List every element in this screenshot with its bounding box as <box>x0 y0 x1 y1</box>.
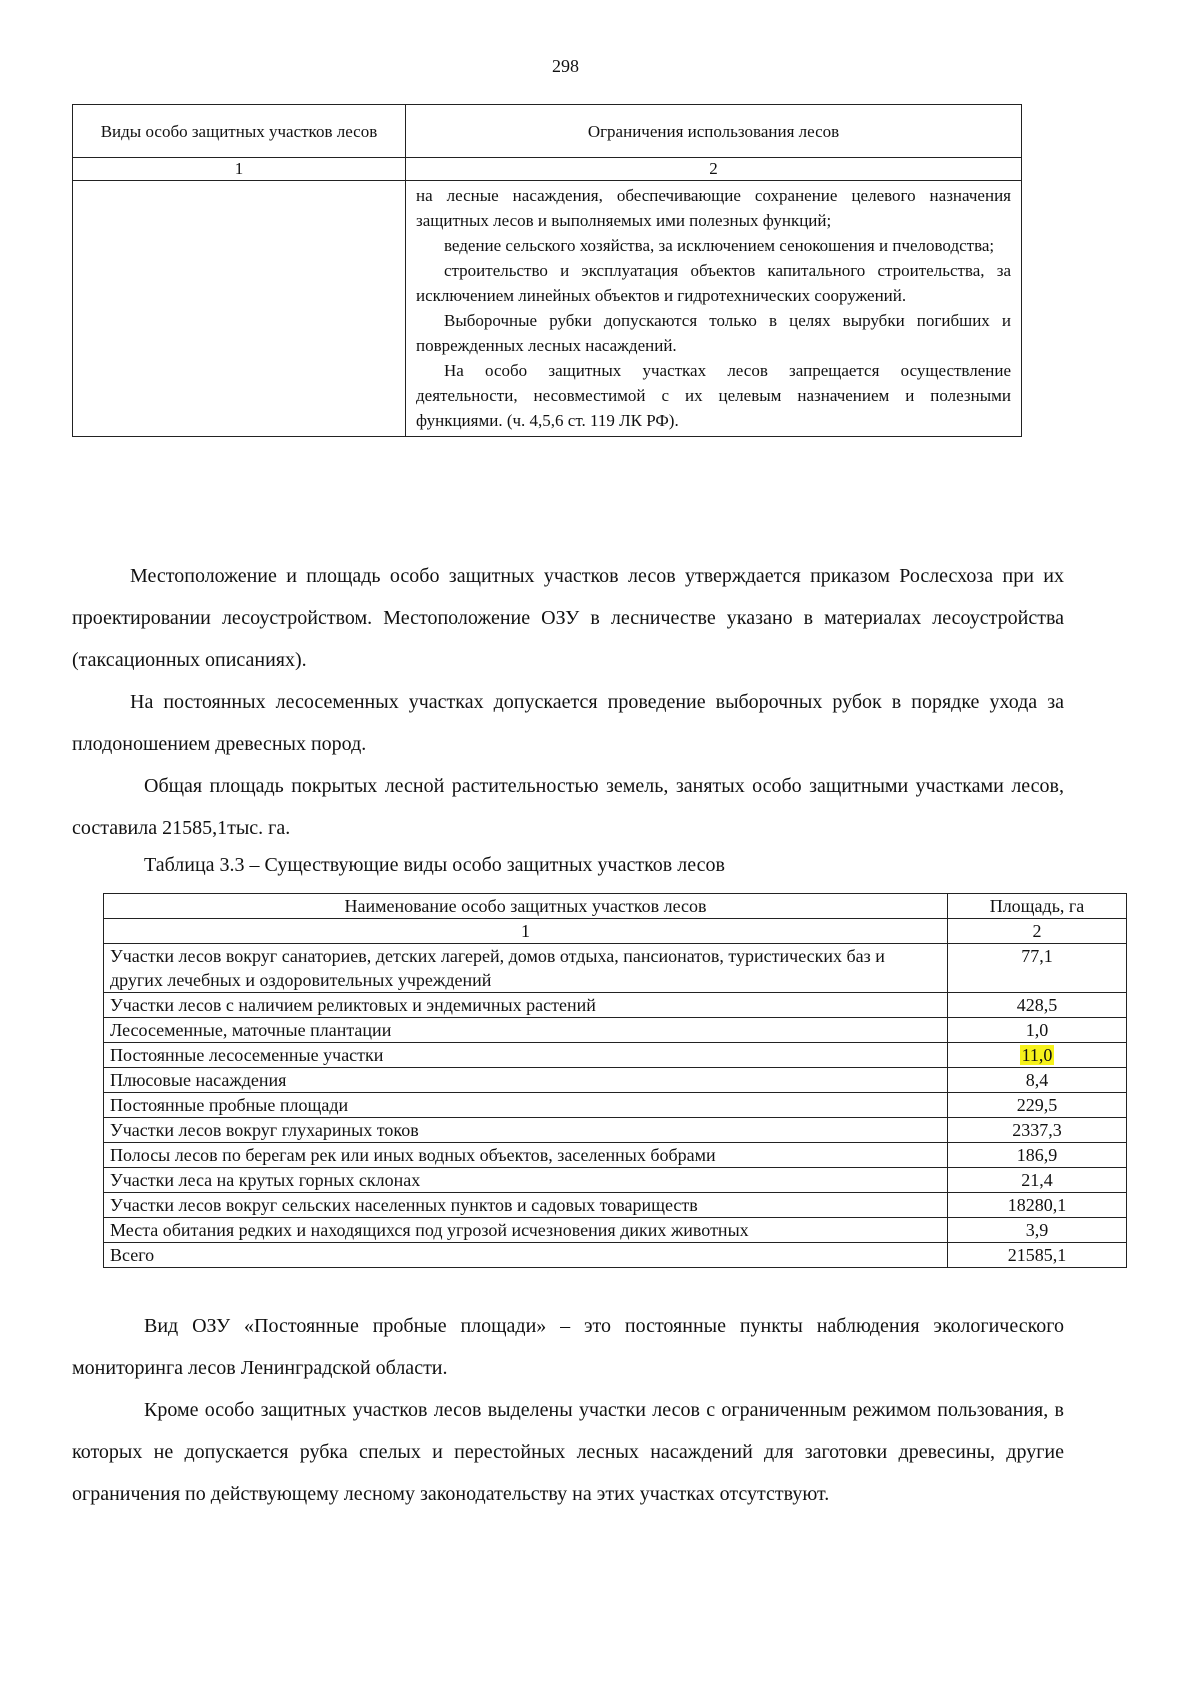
table-row <box>104 944 1127 993</box>
paragraph-text: Общая площадь покрытых лесной растительностью земель, занятых особо защитными участками лесов, составила 21585,1тыс. га. <box>72 775 1064 839</box>
area-value: 428,5 <box>948 993 1127 1018</box>
column-number: 1 <box>73 158 406 181</box>
area-value: 77,1 <box>948 944 1127 993</box>
body-paragraph <box>72 1389 1064 1515</box>
table-row <box>104 1193 1127 1218</box>
total-value: 21585,1 <box>948 1243 1127 1268</box>
table-row <box>104 1218 1127 1243</box>
restrictions-table <box>72 104 1022 437</box>
restriction-text: Выборочные рубки допускаются только в целях вырубки погибших и поврежденных лесных насаждений. <box>416 311 1011 355</box>
body-paragraph <box>72 555 1064 681</box>
area-name: Участки леса на крутых горных склонах <box>104 1168 948 1193</box>
area-value: 21,4 <box>948 1168 1127 1193</box>
area-value: 18280,1 <box>948 1193 1127 1218</box>
protected-areas-table <box>103 893 1127 1268</box>
area-name: Плюсовые насаждения <box>104 1068 948 1093</box>
area-value: 3,9 <box>948 1218 1127 1243</box>
paragraph-text: Кроме особо защитных участков лесов выделены участки лесов с ограниченным режимом пользования, в которых не допускается рубка спелых и перестойных лесных насаждений для заготовки древесины, другие ограничения по действующему лесному законодательству на этих участках отсутствуют. <box>72 1399 1064 1505</box>
paragraph-text: На постоянных лесосеменных участках допускается проведение выборочных рубок в порядке ухода за плодоношением древесных пород. <box>72 691 1064 755</box>
column-number: 2 <box>406 158 1022 181</box>
area-value-cell <box>948 1043 1127 1068</box>
table-header-cell: Площадь, га <box>948 894 1127 919</box>
area-name: Участки лесов вокруг глухариных токов <box>104 1118 948 1143</box>
table-header-cell: Виды особо защитных участков лесов <box>73 105 406 158</box>
total-label: Всего <box>104 1243 948 1268</box>
area-name: Участки лесов с наличием реликтовых и эндемичных растений <box>104 993 948 1018</box>
table-row <box>104 1018 1127 1043</box>
area-name: Постоянные пробные площади <box>104 1093 948 1118</box>
body-paragraph <box>72 765 1064 849</box>
column-number: 1 <box>104 919 948 944</box>
area-name: Постоянные лесосеменные участки <box>104 1043 948 1068</box>
table-header-cell: Ограничения использования лесов <box>406 105 1022 158</box>
table-row <box>104 993 1127 1018</box>
area-name: Лесосеменные, маточные плантации <box>104 1018 948 1043</box>
area-value: 229,5 <box>948 1093 1127 1118</box>
paragraph-text: Местоположение и площадь особо защитных участков лесов утверждается приказом Рослесхоза при их проектировании лесоустройством. Местоположение ОЗУ в лесничестве указано в материалах лесоустройства (таксационных описаниях). <box>72 565 1064 671</box>
area-value: 1,0 <box>948 1018 1127 1043</box>
paragraph-text: Вид ОЗУ «Постоянные пробные площади» – это постоянные пункты наблюдения экологического мониторинга лесов Ленинградской области. <box>72 1315 1064 1379</box>
area-value: 186,9 <box>948 1143 1127 1168</box>
highlighted-area-value: 11,0 <box>1021 1045 1053 1065</box>
table-row <box>104 1093 1127 1118</box>
table-row-total <box>104 1243 1127 1268</box>
restrictions-cell <box>406 181 1022 437</box>
table-cell-empty <box>73 181 406 437</box>
area-name: Участки лесов вокруг сельских населенных пунктов и садовых товариществ <box>104 1193 948 1218</box>
table-row <box>104 1043 1127 1068</box>
restriction-text: на лесные насаждения, обеспечивающие сохранение целевого назначения защитных лесов и выполняемых ими полезных функций; <box>416 186 1011 230</box>
page-number: 298 <box>552 56 579 76</box>
restriction-text: На особо защитных участках лесов запрещается осуществление деятельности, несовместимой с их целевым назначением и полезными функциями. (ч. 4,5,6 ст. 119 ЛК РФ). <box>416 361 1011 430</box>
body-paragraph <box>72 681 1064 765</box>
table-row <box>104 1143 1127 1168</box>
table-row <box>104 1068 1127 1093</box>
area-name: Места обитания редких и находящихся под угрозой исчезновения диких животных <box>104 1218 948 1243</box>
area-name: Участки лесов вокруг санаториев, детских лагерей, домов отдыха, пансионатов, туристических баз и других лечебных и оздоровительных учреждений <box>104 944 948 993</box>
area-name: Полосы лесов по берегам рек или иных водных объектов, заселенных бобрами <box>104 1143 948 1168</box>
table-row <box>104 1118 1127 1143</box>
restriction-text: ведение сельского хозяйства, за исключением сенокошения и пчеловодства; <box>444 236 995 255</box>
table-caption: Таблица 3.3 – Существующие виды особо защитных участков лесов <box>144 854 725 876</box>
table-header-cell: Наименование особо защитных участков лесов <box>104 894 948 919</box>
area-value: 8,4 <box>948 1068 1127 1093</box>
column-number: 2 <box>948 919 1127 944</box>
table-row <box>104 1168 1127 1193</box>
area-value: 2337,3 <box>948 1118 1127 1143</box>
restriction-text: строительство и эксплуатация объектов капитального строительства, за исключением линейных объектов и гидротехнических сооружений. <box>416 261 1011 305</box>
body-paragraph <box>72 1305 1064 1389</box>
